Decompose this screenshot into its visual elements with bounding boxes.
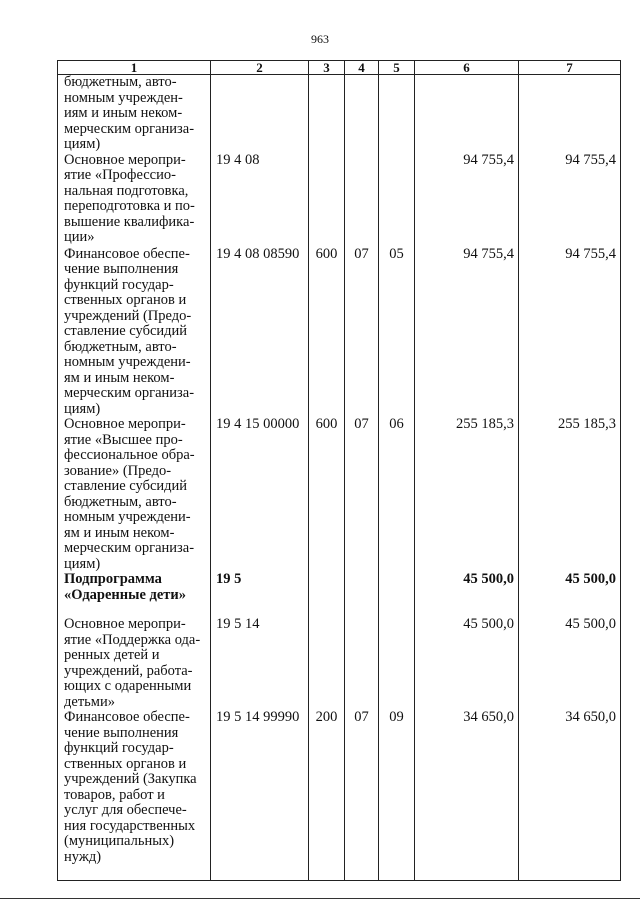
row-col5-cell: 06 — [379, 417, 415, 572]
row-col5-cell — [379, 153, 415, 247]
column-header-7: 7 — [519, 61, 621, 75]
row-col7-cell: 94 755,4 — [519, 247, 621, 418]
row-col3-cell — [309, 75, 345, 153]
row-col5-cell — [379, 75, 415, 153]
budget-table — [57, 60, 621, 881]
row-col7-cell — [519, 75, 621, 153]
row-code-cell: 19 5 14 — [211, 617, 309, 710]
row-col7-cell: 94 755,4 — [519, 153, 621, 247]
header-row — [58, 61, 621, 75]
table-row — [58, 710, 621, 880]
row-col7-cell: 45 500,0 — [519, 572, 621, 617]
row-col3-cell — [309, 572, 345, 617]
table-row — [58, 617, 621, 710]
table-row — [58, 247, 621, 418]
row-col6-cell: 94 755,4 — [415, 153, 519, 247]
row-code-cell: 19 4 08 — [211, 153, 309, 247]
table-row — [58, 417, 621, 572]
row-col4-cell: 07 — [345, 710, 379, 880]
row-col6-cell: 255 185,3 — [415, 417, 519, 572]
row-col6-cell — [415, 75, 519, 153]
row-col5-cell — [379, 572, 415, 617]
row-col4-cell: 07 — [345, 247, 379, 418]
table-row — [58, 572, 621, 617]
bottom-rule — [0, 898, 640, 899]
row-col7-cell: 255 185,3 — [519, 417, 621, 572]
column-header-6: 6 — [415, 61, 519, 75]
row-col4-cell — [345, 617, 379, 710]
row-col4-cell — [345, 572, 379, 617]
row-name-cell: бюджетным, авто- номным учрежден- иям и иным неком- мерческим организа- циям) — [58, 75, 211, 153]
row-name-cell: Основное меропри- ятие «Высшее про- фессиональное обра- зование» (Предо- ставление субсидий бюджетным, авто- номным учреждени- ям и иным неком- мерческим организа- циям) — [58, 417, 211, 572]
row-code-cell: 19 4 15 00000 — [211, 417, 309, 572]
row-col4-cell: 07 — [345, 417, 379, 572]
row-col3-cell — [309, 617, 345, 710]
row-code-cell: 19 5 — [211, 572, 309, 617]
page-number: 963 — [311, 32, 329, 46]
table-row — [58, 75, 621, 153]
row-code-cell: 19 4 08 08590 — [211, 247, 309, 418]
row-col3-cell: 200 — [309, 710, 345, 880]
row-col6-cell: 94 755,4 — [415, 247, 519, 418]
column-header-4: 4 — [345, 61, 379, 75]
row-col5-cell — [379, 617, 415, 710]
row-name-cell: Финансовое обеспе- чение выполнения функций государ- ственных органов и учреждений (Предо- ставление субсидий бюджетным, авто- номным учреждени- ям и иным неком- мерческим организа- циям) — [58, 247, 211, 418]
row-col7-cell: 34 650,0 — [519, 710, 621, 880]
row-name-cell: Финансовое обеспе- чение выполнения функций государ- ственных органов и учреждений (Закупка товаров, работ и услуг для обеспече- ния государственных (муниципальных) нужд) — [58, 710, 211, 880]
row-name-cell: Подпрограмма «Одаренные дети» — [58, 572, 211, 617]
row-col4-cell — [345, 153, 379, 247]
table-row — [58, 153, 621, 247]
row-col3-cell: 600 — [309, 417, 345, 572]
column-header-2: 2 — [211, 61, 309, 75]
budget-table-container — [57, 60, 620, 881]
row-col5-cell: 05 — [379, 247, 415, 418]
column-header-1: 1 — [58, 61, 211, 75]
row-col6-cell: 45 500,0 — [415, 617, 519, 710]
row-code-cell — [211, 75, 309, 153]
row-col4-cell — [345, 75, 379, 153]
row-name-cell: Основное меропри- ятие «Профессио- нальная подготовка, переподготовка и по- вышение квалифика- ции» — [58, 153, 211, 247]
column-header-3: 3 — [309, 61, 345, 75]
row-col6-cell: 34 650,0 — [415, 710, 519, 880]
row-name-cell: Основное меропри- ятие «Поддержка ода- ренных детей и учреждений, работа- ющих с одаренными детьми» — [58, 617, 211, 710]
row-col3-cell — [309, 153, 345, 247]
row-col3-cell: 600 — [309, 247, 345, 418]
row-col7-cell: 45 500,0 — [519, 617, 621, 710]
table-body — [58, 75, 621, 881]
row-col5-cell: 09 — [379, 710, 415, 880]
row-code-cell: 19 5 14 99990 — [211, 710, 309, 880]
column-header-5: 5 — [379, 61, 415, 75]
row-col6-cell: 45 500,0 — [415, 572, 519, 617]
